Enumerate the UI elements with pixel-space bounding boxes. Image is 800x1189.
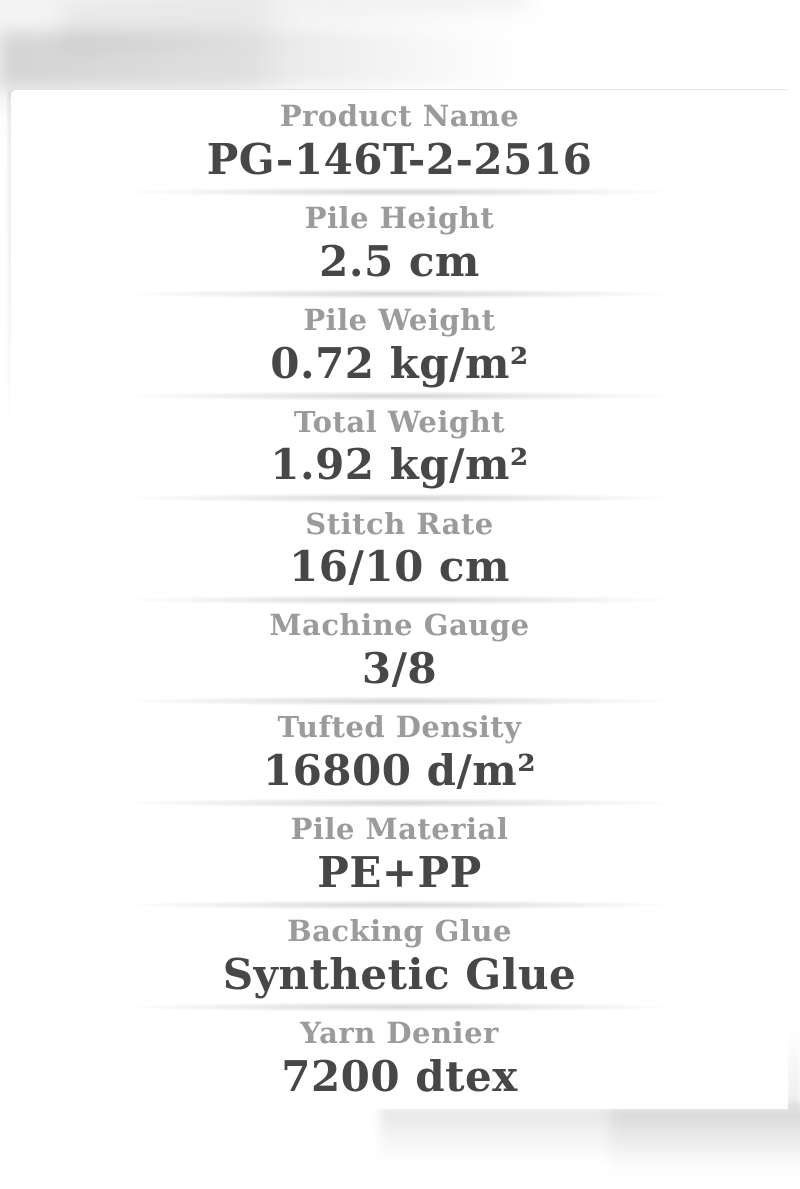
spec-label: Total Weight xyxy=(293,404,506,439)
spec-label: Tufted Density xyxy=(277,710,522,745)
spec-row-machine-gauge xyxy=(11,600,788,702)
spec-value: 16/10 cm xyxy=(289,542,510,592)
spec-card xyxy=(11,89,788,1109)
spec-row-pile-weight xyxy=(11,294,788,396)
card-bottom-right-shadow xyxy=(610,1107,800,1189)
spec-row-tufted-density xyxy=(11,701,788,803)
spec-row-product-name xyxy=(11,90,788,192)
spec-label: Yarn Denier xyxy=(300,1016,499,1051)
spec-label: Pile Height xyxy=(304,200,495,235)
spec-label: Machine Gauge xyxy=(269,608,530,643)
spec-value: 3/8 xyxy=(361,644,438,694)
spec-row-stitch-rate xyxy=(11,498,788,600)
spec-row-total-weight xyxy=(11,396,788,498)
spec-label: Pile Weight xyxy=(303,302,496,337)
spec-row-yarn-denier xyxy=(11,1007,788,1109)
spec-row-pile-material xyxy=(11,803,788,905)
spec-label: Stitch Rate xyxy=(305,506,494,541)
spec-value: 2.5 cm xyxy=(319,236,480,286)
spec-label: Backing Glue xyxy=(287,914,512,949)
spec-value: 1.92 kg/m² xyxy=(270,440,529,490)
background-shade-top-band xyxy=(0,32,630,88)
spec-row-pile-height xyxy=(11,192,788,294)
spec-value: 0.72 kg/m² xyxy=(270,338,529,388)
spec-value: PG-146T-2-2516 xyxy=(206,134,593,184)
spec-label: Pile Material xyxy=(290,812,509,847)
spec-value: PE+PP xyxy=(317,848,482,898)
spec-value: 16800 d/m² xyxy=(262,746,537,796)
spec-value: Synthetic Glue xyxy=(222,949,577,999)
spec-label: Product Name xyxy=(279,98,520,133)
card-right-edge-shadow xyxy=(787,1030,800,1108)
spec-row-backing-glue xyxy=(11,905,788,1007)
spec-value: 7200 dtex xyxy=(281,1051,518,1101)
